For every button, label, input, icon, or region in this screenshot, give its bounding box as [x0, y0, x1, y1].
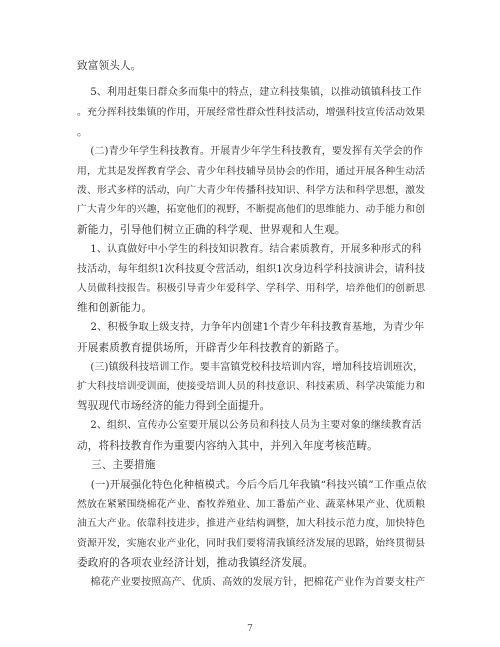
text-line: 扩大科技培训受训面，使接受培训人员的科技意识、科技素质、科学决策能力和 — [77, 381, 426, 392]
text-line: 2、组织、宣传办公室要开展以公务员和科技人员为主要对象的继续教育活 — [77, 420, 422, 431]
page-number: 7 — [247, 624, 253, 634]
text-line: 5、利用赶集日群众多而集中的特点，建立科技集镇，以推动镇镇科技工作 — [77, 87, 422, 98]
text-line: 。充分挥科技集镇的作用，开展经常性群众性科技活动，增强科技宣传活动效果 — [77, 107, 426, 118]
text-line: 棉花产业要按照高产、优质、高效的发展方针，把棉花产业作为首要支柱产 — [77, 577, 426, 588]
text-line: (一)开展强化特色化种植模式。今后今后几年我镇“科技兴镇”工作重点依 — [77, 479, 427, 491]
text-line: 动，将科技教育作为重要内容纳入其中，并列入年度考核范畴。 — [77, 440, 378, 452]
text-line: 2、积极争取上级支持，力争年内创建1个青少年科技教育基地，为青少年 — [77, 322, 425, 333]
text-line: 广大青少年的兴趣，拓宽他们的视野，不断提高他们的思维能力、动手能力和创 — [77, 204, 426, 215]
text-line: 开展素质教育提供场所，开辟青少年科技教育的新路子。 — [77, 342, 346, 354]
text-line: 泼、形式多样的活动，向广大青少年传播科技知识、科学方法和科学思想，激发 — [77, 185, 426, 196]
text-line: (三)镇级科技培训工作。要丰富镇党校科技培训内容，增加科技培训班次， — [77, 362, 424, 373]
text-line: 委政府的各项农业经济计划，推动我镇经济发展。 — [77, 557, 314, 569]
text-line: 维和创新能力。 — [77, 302, 153, 314]
section-heading: 三、主要措施 — [77, 459, 156, 471]
text-line: 驾驭现代市场经济的能力得到全面提升。 — [77, 400, 271, 412]
text-line: 然放在紧紧围绕棉花产业、畜牧养殖业、加工番茄产业、蔬菜林果产业、优质粮 — [77, 499, 426, 510]
text-line: 1、认真做好中小学生的科技知识教育。结合素质教育，开展多种形式的科 — [77, 244, 422, 255]
text-line: 技活动，每年组织1次科技夏令营活动，组织1次身边科学科技演讲会，请科技 — [77, 264, 425, 275]
text-line: 油五大产业。依靠科技进步，推进产业结构调整，加大科技示范力度，加快特色 — [77, 518, 426, 529]
text-line: 用，尤其是发挥教育学会、青少年科技辅导员协会的作用，通过开展各种生动活 — [77, 166, 426, 177]
text-line: (二)青少年学生科技教育。开展青少年学生科技教育，要发挥有关学会的作 — [77, 146, 424, 157]
text-line: 新能力，引导他们树立正确的科学观、世界观和人生观。 — [77, 224, 346, 236]
text-line: 人员做科技报告。积极引导青少年爱科学、学科学、用科学，培养他们的创新思 — [77, 283, 426, 294]
text-line: 。 — [77, 126, 88, 138]
text-line: 资源开发，实施农业产业化，同时我们要将清我镇经济发展的思路，始终贯彻县 — [77, 538, 426, 549]
text-line: 致富领头人。 — [77, 60, 142, 72]
